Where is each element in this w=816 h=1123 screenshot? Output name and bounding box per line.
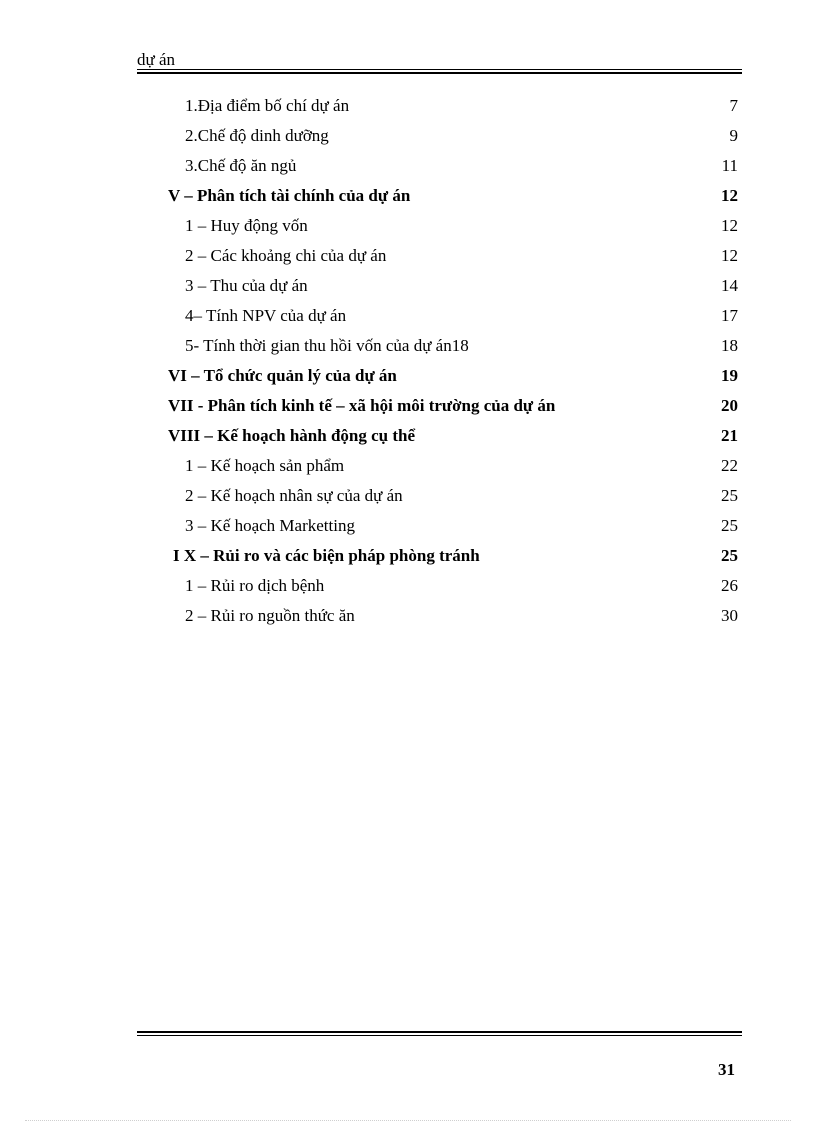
toc-entry-page: 12 <box>721 186 738 205</box>
toc-entry-label: 5- Tính thời gian thu hồi vốn của dự án18 <box>185 336 469 355</box>
toc-section-entry[interactable] <box>168 424 738 448</box>
toc-entry-label: 2 – Rủi ro nguồn thức ăn <box>185 606 355 625</box>
toc-entry-label: 1 – Huy động vốn <box>185 216 308 235</box>
toc-entry[interactable] <box>185 604 738 628</box>
toc-entry-label: VI – Tổ chức quản lý của dự án <box>168 366 397 385</box>
toc-entry-label: 1 – Rủi ro dịch bệnh <box>185 576 325 595</box>
toc-entry-page: 30 <box>721 606 738 625</box>
toc-entry-page: 21 <box>721 426 738 445</box>
toc-entry[interactable] <box>185 244 738 268</box>
toc-entry[interactable] <box>185 304 738 328</box>
footer-rule-thick <box>137 1031 742 1033</box>
toc-entry-label: VIII – Kế hoạch hành động cụ thể <box>168 426 416 445</box>
toc-entry[interactable] <box>185 274 738 298</box>
toc-entry-label: 4– Tính NPV của dự án <box>185 306 347 325</box>
toc-entry[interactable] <box>185 214 738 238</box>
toc-entry-page: 20 <box>721 396 738 415</box>
toc-entry[interactable] <box>185 454 738 478</box>
toc-entry-page: 25 <box>721 486 738 505</box>
toc-entry-label: 3.Chế độ ăn ngủ <box>185 156 297 175</box>
footer-rule-thin <box>137 1035 742 1036</box>
toc-entry-label: 2.Chế độ dinh dưỡng <box>185 126 329 145</box>
toc-entry-page: 11 <box>721 156 738 175</box>
toc-entry-label: 3 – Thu của dự án <box>185 276 308 295</box>
toc-entry-label: 2 – Các khoảng chi của dự án <box>185 246 387 265</box>
running-header-title: dự án <box>137 50 176 69</box>
toc-entry-page: 25 <box>721 516 738 535</box>
toc-entry-page: 26 <box>721 576 738 595</box>
toc-entry-page: 14 <box>721 276 738 295</box>
toc-entry-page: 22 <box>721 456 738 475</box>
toc-entry-label: 2 – Kế hoạch nhân sự của dự án <box>185 486 403 505</box>
toc-entry-page: 25 <box>721 546 738 565</box>
toc-entry-page: 7 <box>729 96 738 115</box>
toc-section-entry[interactable] <box>168 394 738 418</box>
page-number: 31 <box>718 1060 735 1079</box>
toc-entry-page: 18 <box>721 336 738 355</box>
toc-section-entry[interactable] <box>168 364 738 388</box>
toc-entry[interactable] <box>185 514 738 538</box>
toc-entry-label: 3 – Kế hoạch Marketting <box>185 516 355 535</box>
toc-entry-page: 12 <box>721 216 738 235</box>
toc-entry[interactable] <box>185 574 738 598</box>
toc-entry[interactable] <box>185 94 738 118</box>
page-edge-dotted-border <box>25 1120 791 1121</box>
toc-entry-page: 12 <box>721 246 738 265</box>
toc-section-entry[interactable] <box>168 184 738 208</box>
toc-entry-page: 9 <box>729 126 738 145</box>
toc-entry[interactable] <box>185 484 738 508</box>
toc-entry[interactable] <box>185 334 738 358</box>
toc-entry-label: V – Phân tích tài chính của dự án <box>168 186 411 205</box>
toc-entry-page: 19 <box>721 366 738 385</box>
toc-entry-label: 1.Địa điểm bố chí dự án <box>185 96 350 115</box>
toc-entry[interactable] <box>185 124 738 148</box>
toc-entry-label: I X – Rủi ro và các biện pháp phòng tránh <box>173 546 480 565</box>
toc-entry-label: 1 – Kế hoạch sản phẩm <box>185 456 345 475</box>
toc-entry-label: VII - Phân tích kinh tế – xã hội môi trường của dự án <box>168 396 556 415</box>
toc-section-entry[interactable] <box>173 544 738 568</box>
toc-entry[interactable] <box>185 154 738 178</box>
toc-entry-page: 17 <box>721 306 738 325</box>
